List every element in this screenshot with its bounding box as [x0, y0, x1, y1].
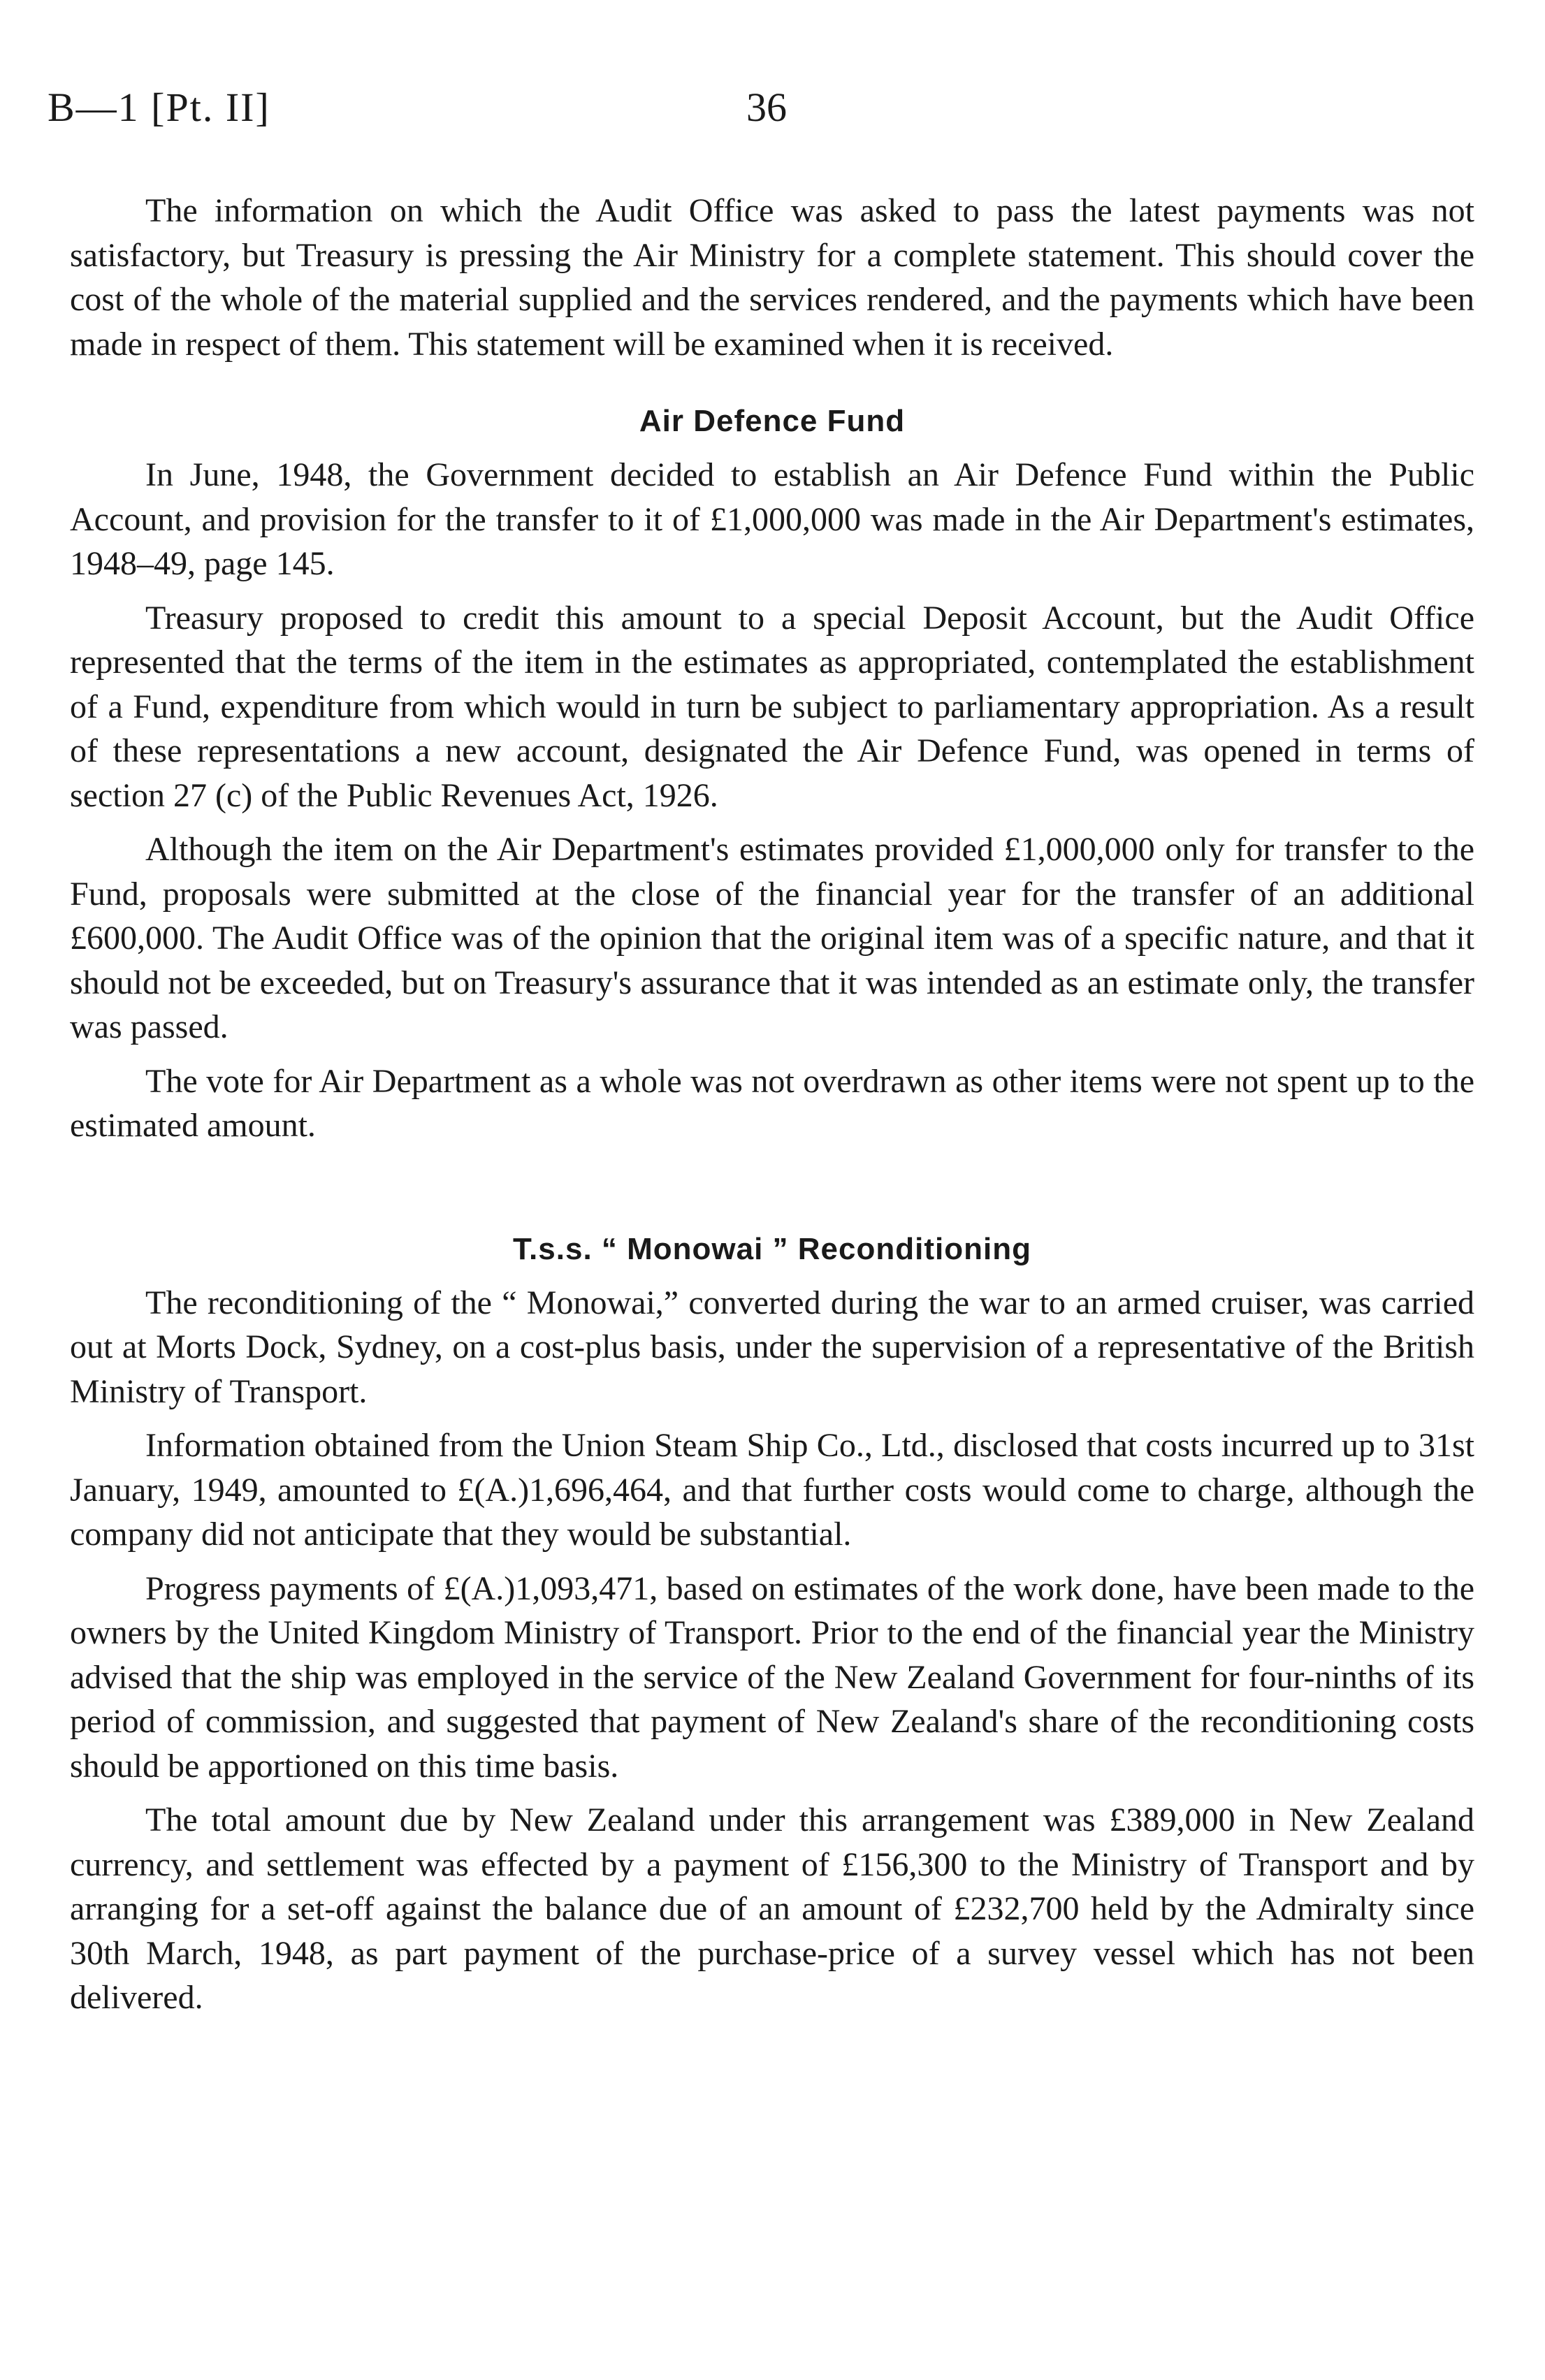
monowai-paragraph-1: The reconditioning of the “ Monowai,” converted during the war to an armed cruiser, was carried out at Morts Dock, Sydney, on a cost-plus basis, under the supervision of a representative of the British Ministry of Transport. — [70, 1284, 1474, 1410]
air-defence-paragraph-1: In June, 1948, the Government decided to establish an Air Defence Fund within the Public Account, and provision for the transfer to it of £1,000,000 was made in the Air Department's estimates, 1948–49, page 145. — [70, 456, 1474, 582]
air-defence-heading: Air Defence Fund — [639, 404, 906, 438]
page-body — [70, 189, 1474, 2030]
monowai-paragraph-2: Information obtained from the Union Steam Ship Co., Ltd., disclosed that costs incurred up to 31st January, 1949, amounted to £(A.)1,696,464, and that further costs would come to charge, although the company did not anticipate that they would be substantial. — [70, 1427, 1474, 1553]
air-defence-paragraph-3: Although the item on the Air Department's estimates provided £1,000,000 only for transfer to the Fund, proposals were submitted at the close of the financial year for the transfer of an additional £600,000. The Audit Office was of the opinion that the original item was of a specific nature, and that it should not be exceeded, but on Treasury's assurance that it was intended as an estimate only, the transfer was passed. — [70, 831, 1474, 1045]
intro-paragraph: The information on which the Audit Office was asked to pass the latest payments was not satisfactory, but Treasury is pressing the Air Ministry for a complete statement. This should cover the cost of the whole of the material supplied and the services rendered, and the payments which have been made in respect of them. This statement will be examined when it is received. — [70, 192, 1474, 363]
page-header — [48, 84, 1501, 147]
document-reference: B—1 [Pt. II] — [48, 85, 270, 130]
monowai-paragraph-3: Progress payments of £(A.)1,093,471, based on estimates of the work done, have been made to the owners by the United Kingdom Ministry of Transport. Prior to the end of the financial year the Ministry advised that the ship was employed in the service of the New Zealand Government for four-ninths of its period of commission, and suggested that payment of New Zealand's share of the reconditioning costs should be apportioned on this time basis. — [70, 1569, 1474, 1785]
air-defence-paragraph-4: The vote for Air Department as a whole was not overdrawn as other items were not spent up to the estimated amount. — [70, 1062, 1474, 1144]
air-defence-paragraph-2: Treasury proposed to credit this amount to a special Deposit Account, but the Audit Office represented that the terms of the item in the estimates as appropriated, contemplated the establishment of a Fund, expenditure from which would in turn be subject to parliamentary appropriation. As a result of these representations a new account, designated the Air Defence Fund, was opened in terms of section 27 (c) of the Public Revenues Act, 1926. — [70, 599, 1474, 814]
page-number: 36 — [746, 85, 787, 130]
monowai-paragraph-4: The total amount due by New Zealand under this arrangement was £389,000 in New Zealand currency, and settlement was effected by a payment of £156,300 to the Ministry of Transport and by arranging for a set-off against the balance due of an amount of £232,700 held by the Admiralty since 30th March, 1948, as part payment of the purchase-price of a survey vessel which has not been delivered. — [70, 1801, 1474, 2016]
monowai-heading: T.s.s. “ Monowai ” Reconditioning — [513, 1231, 1031, 1266]
